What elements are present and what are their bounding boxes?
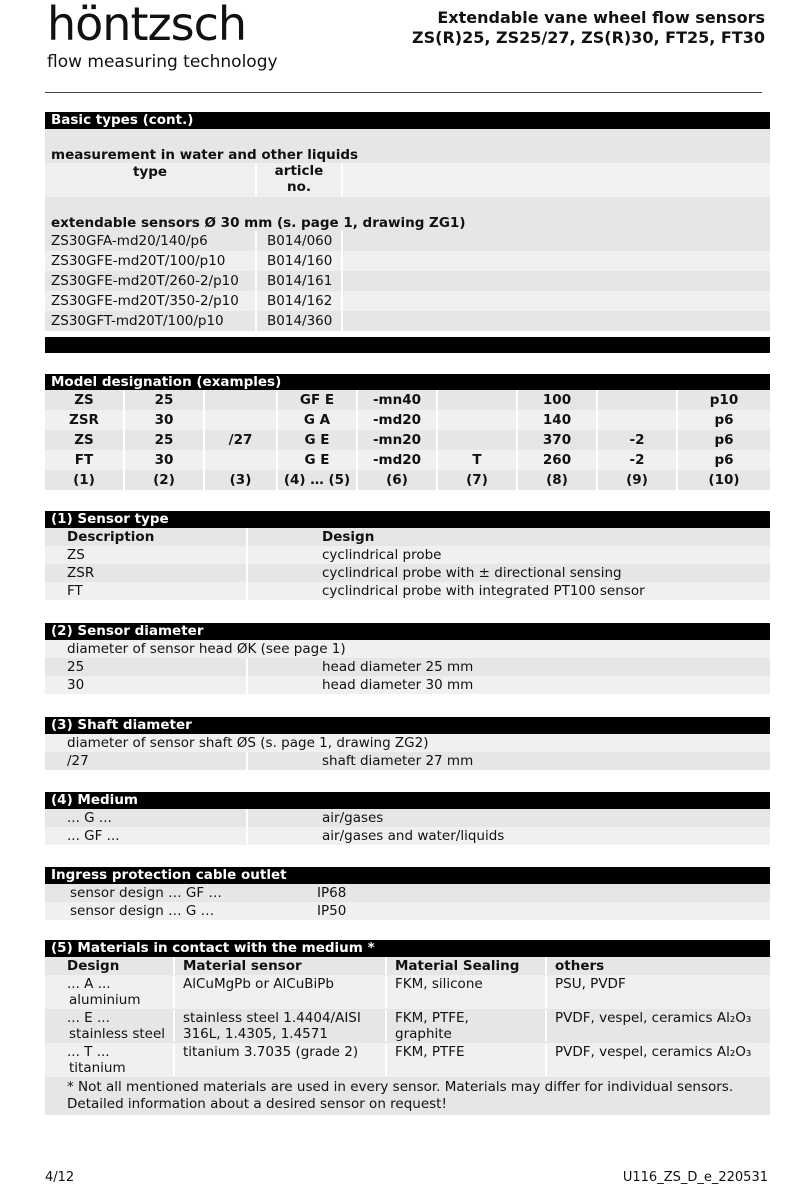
model-cell: T xyxy=(438,450,518,470)
ingress-design: sensor design … GF … xyxy=(70,885,222,901)
ingress-rating: IP68 xyxy=(317,885,347,901)
model-cell: (4) … (5) xyxy=(278,470,358,490)
basic-type-filler xyxy=(343,291,770,311)
model-cell: 100 xyxy=(518,390,598,410)
table-row xyxy=(45,827,770,845)
basic-type-filler xyxy=(343,271,770,291)
model-cell: ZS xyxy=(45,430,125,450)
sensor-diameter-note: diameter of sensor head ØK (see page 1) xyxy=(67,641,346,657)
doc-models: ZS(R)25, ZS25/27, ZS(R)30, FT25, FT30 xyxy=(412,28,765,47)
model-cell: 30 xyxy=(125,410,205,430)
table-row xyxy=(45,546,770,564)
model-cell xyxy=(438,430,518,450)
materials-sealing-1: FKM, silicone xyxy=(395,976,483,992)
ingress-row xyxy=(45,884,770,902)
cell-key: 30 xyxy=(45,676,248,694)
model-cell: -2 xyxy=(598,450,678,470)
basic-type-filler xyxy=(343,251,770,271)
materials-sealing xyxy=(387,1010,547,1042)
materials-design-code: ... A ... xyxy=(67,976,111,992)
shaft-diameter-note: diameter of sensor shaft ØS (s. page 1, drawing ZG2) xyxy=(67,735,429,751)
model-cell: -mn40 xyxy=(358,390,438,410)
materials-design-code: ... E ... xyxy=(67,1010,110,1026)
materials-sensor: AlCuMgPb or AlCuBiPb xyxy=(175,976,387,1008)
basic-type-row xyxy=(45,231,770,251)
basic-type-row xyxy=(45,291,770,311)
model-cell xyxy=(438,390,518,410)
materials-design-name: aluminium xyxy=(69,992,141,1008)
sensor-type-h1: Description xyxy=(45,528,248,546)
sensor-type-h2: Design xyxy=(322,529,375,545)
cell-key: 25 xyxy=(45,658,248,676)
materials-footnote: * Not all mentioned materials are used in every sensor. Materials may differ for individual sensors. Detailed information about a desired sensor on request! xyxy=(45,1077,770,1115)
materials-others: PVDF, vespel, ceramics Al₂O₃ xyxy=(555,1010,752,1026)
model-cell: 25 xyxy=(125,430,205,450)
model-cell: (9) xyxy=(598,470,678,490)
basic-type-article: B014/160 xyxy=(257,251,343,271)
model-cell: -mn20 xyxy=(358,430,438,450)
model-cell: 30 xyxy=(125,450,205,470)
basic-type-name: ZS30GFE-md20T/260-2/p10 xyxy=(45,271,257,291)
basic-type-article: B014/161 xyxy=(257,271,343,291)
materials-header: others xyxy=(555,958,605,974)
model-cell: FT xyxy=(45,450,125,470)
model-cell xyxy=(205,390,278,410)
model-cell: G E xyxy=(278,430,358,450)
model-cell xyxy=(598,410,678,430)
basic-type-name: ZS30GFE-md20T/100/p10 xyxy=(45,251,257,271)
basic-type-row xyxy=(45,311,770,331)
ingress-section xyxy=(45,867,770,920)
ingress-title: Ingress protection cable outlet xyxy=(45,867,770,884)
model-designation-section xyxy=(45,374,770,490)
materials-sealing xyxy=(387,1044,547,1076)
model-cell: /27 xyxy=(205,430,278,450)
model-cell: G A xyxy=(278,410,358,430)
cell-key: ... G ... xyxy=(45,809,248,827)
model-cell: (7) xyxy=(438,470,518,490)
basic-type-article: B014/060 xyxy=(257,231,343,251)
materials-header: Design xyxy=(45,957,175,975)
model-cell: GF E xyxy=(278,390,358,410)
model-cell: 25 xyxy=(125,390,205,410)
basic-type-filler xyxy=(343,311,770,331)
cell-value: air/gases xyxy=(322,810,384,826)
table-row xyxy=(45,752,770,770)
materials-design xyxy=(45,1044,175,1076)
ingress-rating: IP50 xyxy=(317,903,347,919)
sensor-type-section xyxy=(45,511,770,600)
materials-sealing-2: graphite xyxy=(395,1026,452,1042)
cell-value: air/gases and water/liquids xyxy=(322,828,505,844)
materials-design-code: ... T ... xyxy=(67,1044,110,1060)
header-rule xyxy=(45,92,762,93)
model-cell xyxy=(438,410,518,430)
page-number: 4/12 xyxy=(45,1170,75,1185)
model-cell: p6 xyxy=(714,412,734,428)
model-cell: p6 xyxy=(714,452,734,468)
cell-key: ... GF ... xyxy=(45,827,248,845)
basic-footer-bar xyxy=(45,337,770,353)
col-article-header: article no. xyxy=(257,163,343,197)
shaft-diameter-section xyxy=(45,717,770,770)
table-row xyxy=(45,658,770,676)
materials-design-name: stainless steel xyxy=(69,1026,166,1042)
cell-value: shaft diameter 27 mm xyxy=(322,753,474,769)
basic-type-name: ZS30GFE-md20T/350-2/p10 xyxy=(45,291,257,311)
model-cell: -md20 xyxy=(358,450,438,470)
cell-key: ZS xyxy=(45,546,248,564)
cell-key: FT xyxy=(45,582,248,600)
materials-sealing-1: FKM, PTFE xyxy=(395,1044,465,1060)
cell-value: head diameter 30 mm xyxy=(322,677,474,693)
cell-key: ZSR xyxy=(45,564,248,582)
model-cell: -md20 xyxy=(358,410,438,430)
medium-title: (4) Medium xyxy=(45,792,770,809)
model-cell: -2 xyxy=(598,430,678,450)
model-cell: (10) xyxy=(708,472,740,488)
materials-header: Material sensor xyxy=(175,957,387,975)
model-cell: (3) xyxy=(205,470,278,490)
sensor-diameter-title: (2) Sensor diameter xyxy=(45,623,770,640)
model-row xyxy=(45,450,770,470)
materials-sealing xyxy=(387,976,547,1008)
model-row xyxy=(45,470,770,490)
materials-others: PSU, PVDF xyxy=(555,976,626,992)
model-cell: (8) xyxy=(518,470,598,490)
sensor-type-title: (1) Sensor type xyxy=(45,511,770,528)
doc-title: Extendable vane wheel flow sensors xyxy=(437,8,765,27)
col-type-header: type xyxy=(45,163,257,197)
table-row xyxy=(45,676,770,694)
model-row xyxy=(45,410,770,430)
basic-type-filler xyxy=(343,231,770,251)
ingress-design: sensor design … G … xyxy=(70,903,215,919)
sensor-diameter-section xyxy=(45,623,770,694)
model-cell: (6) xyxy=(358,470,438,490)
medium-section xyxy=(45,792,770,845)
table-row xyxy=(45,564,770,582)
materials-others: PVDF, vespel, ceramics Al₂O₃ xyxy=(555,1044,752,1060)
model-cell: ZS xyxy=(45,390,125,410)
materials-design xyxy=(45,976,175,1008)
materials-row xyxy=(45,975,770,1009)
materials-row xyxy=(45,1009,770,1043)
cell-value: head diameter 25 mm xyxy=(322,659,474,675)
basic-type-name: ZS30GFT-md20T/100/p10 xyxy=(45,311,257,331)
basic-types-section xyxy=(45,112,770,353)
model-row xyxy=(45,430,770,450)
model-cell: G E xyxy=(278,450,358,470)
model-cell: 260 xyxy=(518,450,598,470)
model-cell xyxy=(598,390,678,410)
table-row xyxy=(45,582,770,600)
model-cell: (1) xyxy=(45,470,125,490)
materials-sealing-1: FKM, PTFE, xyxy=(395,1010,469,1026)
model-cell: p6 xyxy=(714,432,734,448)
materials-sensor: titanium 3.7035 (grade 2) xyxy=(175,1044,387,1076)
doc-code: U116_ZS_D_e_220531 xyxy=(622,1170,768,1185)
basic-type-article: B014/360 xyxy=(257,311,343,331)
basic-type-article: B014/162 xyxy=(257,291,343,311)
cell-value: cyclindrical probe with ± directional sensing xyxy=(322,565,622,581)
model-title: Model designation (examples) xyxy=(45,374,770,390)
basic-types-title: Basic types (cont.) xyxy=(45,112,770,129)
model-cell: ZSR xyxy=(45,410,125,430)
basic-group: extendable sensors Ø 30 mm (s. page 1, drawing ZG1) xyxy=(45,215,770,231)
cell-key: /27 xyxy=(45,752,248,770)
materials-design xyxy=(45,1010,175,1042)
model-cell xyxy=(205,450,278,470)
materials-sensor: stainless steel 1.4404/AISI 316L, 1.4305, 1.4571 xyxy=(175,1010,387,1042)
basic-type-row xyxy=(45,271,770,291)
model-cell: 140 xyxy=(518,410,598,430)
shaft-diameter-title: (3) Shaft diameter xyxy=(45,717,770,734)
table-row xyxy=(45,809,770,827)
basic-type-row xyxy=(45,251,770,271)
materials-header: Material Sealing xyxy=(387,957,547,975)
ingress-row xyxy=(45,902,770,920)
model-cell: 370 xyxy=(518,430,598,450)
materials-title: (5) Materials in contact with the medium * xyxy=(45,940,770,957)
cell-value: cyclindrical probe xyxy=(322,547,442,563)
cell-value: cyclindrical probe with integrated PT100 sensor xyxy=(322,583,645,599)
model-cell: (2) xyxy=(125,470,205,490)
materials-design-name: titanium xyxy=(69,1060,126,1076)
basic-type-name: ZS30GFA-md20/140/p6 xyxy=(45,231,257,251)
brand-tagline: flow measuring technology xyxy=(47,52,278,72)
model-cell: p10 xyxy=(709,392,739,408)
materials-section xyxy=(45,940,770,1115)
model-row xyxy=(45,390,770,410)
model-cell xyxy=(205,410,278,430)
materials-row xyxy=(45,1043,770,1077)
brand-logo: höntzsch xyxy=(47,0,247,51)
basic-subtitle: measurement in water and other liquids xyxy=(45,147,770,163)
